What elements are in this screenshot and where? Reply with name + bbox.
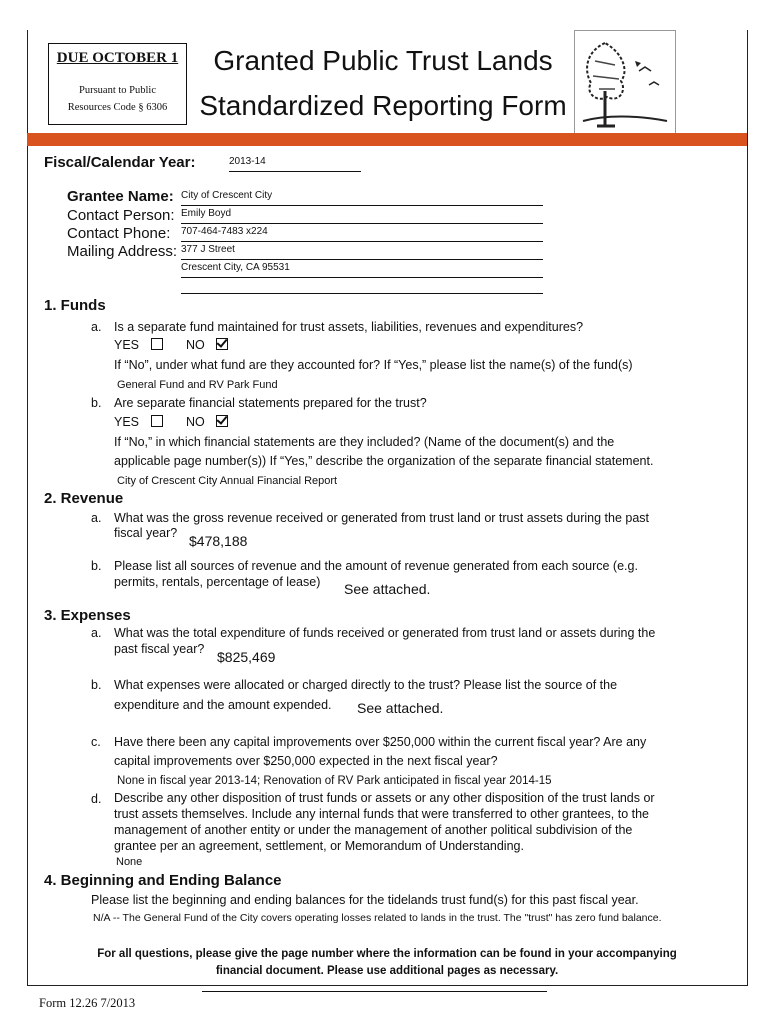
grantee-name-value: City of Crescent City	[181, 190, 273, 201]
expenses-d-question-line2: trust assets themselves. Include any internal funds that were transferred to other grantees, to the	[114, 807, 650, 821]
yes-label: YES	[114, 415, 140, 429]
contact-phone-label: Contact Phone:	[67, 225, 171, 242]
revenue-b-question-line1: Please list all sources of revenue and the amount of revenue generated from each source (e.g.	[114, 559, 638, 573]
revenue-heading: 2. Revenue	[44, 490, 124, 507]
funds-a-marker: a.	[91, 320, 102, 334]
revenue-a-question-line2: fiscal year?	[114, 526, 178, 540]
contact-person-field[interactable]	[181, 208, 543, 224]
contact-phone-field[interactable]	[181, 226, 543, 242]
expenses-b-answer[interactable]: See attached.	[357, 700, 444, 716]
funds-b-no-option[interactable]	[186, 413, 228, 431]
expenses-a-question-line1: What was the total expenditure of funds received or generated from trust land or assets during the	[114, 626, 656, 640]
due-sub-line1: Pursuant to Public	[78, 85, 156, 96]
expenses-d-question-line1: Describe any other disposition of trust funds or assets or any other disposition of the trust lands or	[114, 791, 655, 805]
contact-person-label: Contact Person:	[67, 207, 175, 224]
mailing-address-line2: Crescent City, CA 95531	[181, 262, 290, 273]
mailing-address-field-3[interactable]	[181, 282, 543, 294]
accent-bar	[27, 133, 747, 146]
expenses-b-question-line1: What expenses were allocated or charged directly to the trust? Please list the source of the	[114, 678, 618, 692]
form-title-line2: Standardized Reporting Form	[199, 90, 567, 121]
funds-a-yes-option[interactable]	[114, 336, 163, 354]
mailing-address-field-1[interactable]	[181, 244, 543, 260]
funds-b-followup-line2: applicable page number(s)) If “Yes,” describe the organization of the separate financial statement.	[114, 454, 654, 468]
balance-heading: 4. Beginning and Ending Balance	[44, 872, 282, 889]
fiscal-year-field[interactable]	[229, 156, 361, 172]
contact-phone-value: 707-464-7483 x224	[181, 226, 268, 237]
funds-b-no-checkbox[interactable]	[216, 415, 228, 427]
revenue-a-question-line1: What was the gross revenue received or generated from trust land or trust assets during the past	[114, 511, 649, 525]
expenses-c-question-line1: Have there been any capital improvements over $250,000 within the current fiscal year? Are any	[114, 735, 647, 749]
revenue-a-marker: a.	[91, 511, 102, 525]
funds-a-followup: If “No”, under what fund are they accounted for? If “Yes,” please list the name(s) of the fund(s)	[114, 358, 633, 372]
expenses-a-answer[interactable]: $825,469	[217, 649, 276, 665]
no-label: NO	[186, 415, 205, 429]
expenses-d-question-line3: management of another entity or under the management of another political subdivision of the	[114, 823, 633, 837]
form-title-line1: Granted Public Trust Lands	[213, 45, 553, 76]
expenses-a-question-line2: past fiscal year?	[114, 642, 205, 656]
due-date-title: DUE OCTOBER 1	[56, 50, 179, 66]
due-date-subtitle	[49, 82, 186, 116]
funds-a-no-option[interactable]	[186, 336, 228, 354]
expenses-heading: 3. Expenses	[44, 607, 131, 624]
funds-heading: 1. Funds	[44, 297, 106, 314]
no-label: NO	[186, 338, 205, 352]
funds-b-marker: b.	[91, 396, 102, 410]
funds-a-answer[interactable]: General Fund and RV Park Fund	[117, 379, 278, 391]
funds-b-question: Are separate financial statements prepared for the trust?	[114, 396, 427, 410]
expenses-d-marker: d.	[91, 792, 102, 806]
footer-note-line1: For all questions, please give the page number where the information can be found in your accompanying	[97, 948, 677, 960]
due-date-box	[48, 43, 187, 125]
form-id: Form 12.26 7/2013	[39, 996, 136, 1010]
revenue-b-question-line2: permits, rentals, percentage of lease)	[114, 575, 321, 589]
balance-question: Please list the beginning and ending balances for the tidelands trust fund(s) for this past fiscal year.	[91, 893, 639, 907]
funds-b-yes-checkbox[interactable]	[151, 415, 163, 427]
funds-a-yes-checkbox[interactable]	[151, 338, 163, 350]
expenses-c-answer[interactable]: None in fiscal year 2013-14; Renovation of RV Park anticipated in fiscal year 2014-15	[117, 775, 552, 787]
grantee-name-label: Grantee Name:	[67, 188, 174, 205]
funds-b-followup-line1: If “No,” in which financial statements are they included? (Name of the document(s) and the	[114, 435, 615, 449]
funds-b-yes-option[interactable]	[114, 413, 163, 431]
expenses-d-question	[114, 790, 655, 854]
expenses-c-marker: c.	[91, 735, 101, 749]
revenue-b-marker: b.	[91, 559, 102, 573]
footer-note-line2: financial document. Please use additional pages as necessary.	[215, 965, 559, 977]
yes-label: YES	[114, 338, 140, 352]
funds-a-question: Is a separate fund maintained for trust assets, liabilities, revenues and expenditures?	[114, 320, 584, 334]
footer-rule	[202, 991, 547, 992]
revenue-b-answer[interactable]: See attached.	[344, 581, 431, 597]
footer-note	[27, 946, 747, 980]
mailing-address-field-2[interactable]	[181, 262, 543, 278]
expenses-d-answer[interactable]: None	[116, 856, 143, 868]
fiscal-year-label: Fiscal/Calendar Year:	[44, 154, 196, 171]
grantee-name-field[interactable]	[181, 190, 543, 206]
revenue-a-answer[interactable]: $478,188	[189, 533, 248, 549]
funds-a-no-checkbox[interactable]	[216, 338, 228, 350]
due-sub-line2: Resources Code § 6306	[67, 102, 168, 113]
fiscal-year-value: 2013-14	[229, 156, 266, 167]
mailing-address-label: Mailing Address:	[67, 243, 178, 260]
mailing-address-line1: 377 J Street	[181, 244, 235, 255]
balance-answer[interactable]: N/A -- The General Fund of the City covers operating losses related to lands in the trust. The "trust" has zero fund balance.	[93, 912, 662, 924]
contact-person-value: Emily Boyd	[181, 208, 232, 219]
expenses-a-marker: a.	[91, 626, 102, 640]
expenses-b-question-line2: expenditure and the amount expended.	[114, 698, 332, 712]
funds-b-answer[interactable]: City of Crescent City Annual Financial Report	[117, 475, 338, 487]
expenses-c-question-line2: capital improvements over $250,000 expected in the next fiscal year?	[114, 754, 498, 768]
expenses-d-question-line4: grantee per an agreement, settlement, or Memorandum of Understanding.	[114, 839, 524, 853]
expenses-b-marker: b.	[91, 678, 102, 692]
state-lands-logo	[574, 30, 676, 135]
